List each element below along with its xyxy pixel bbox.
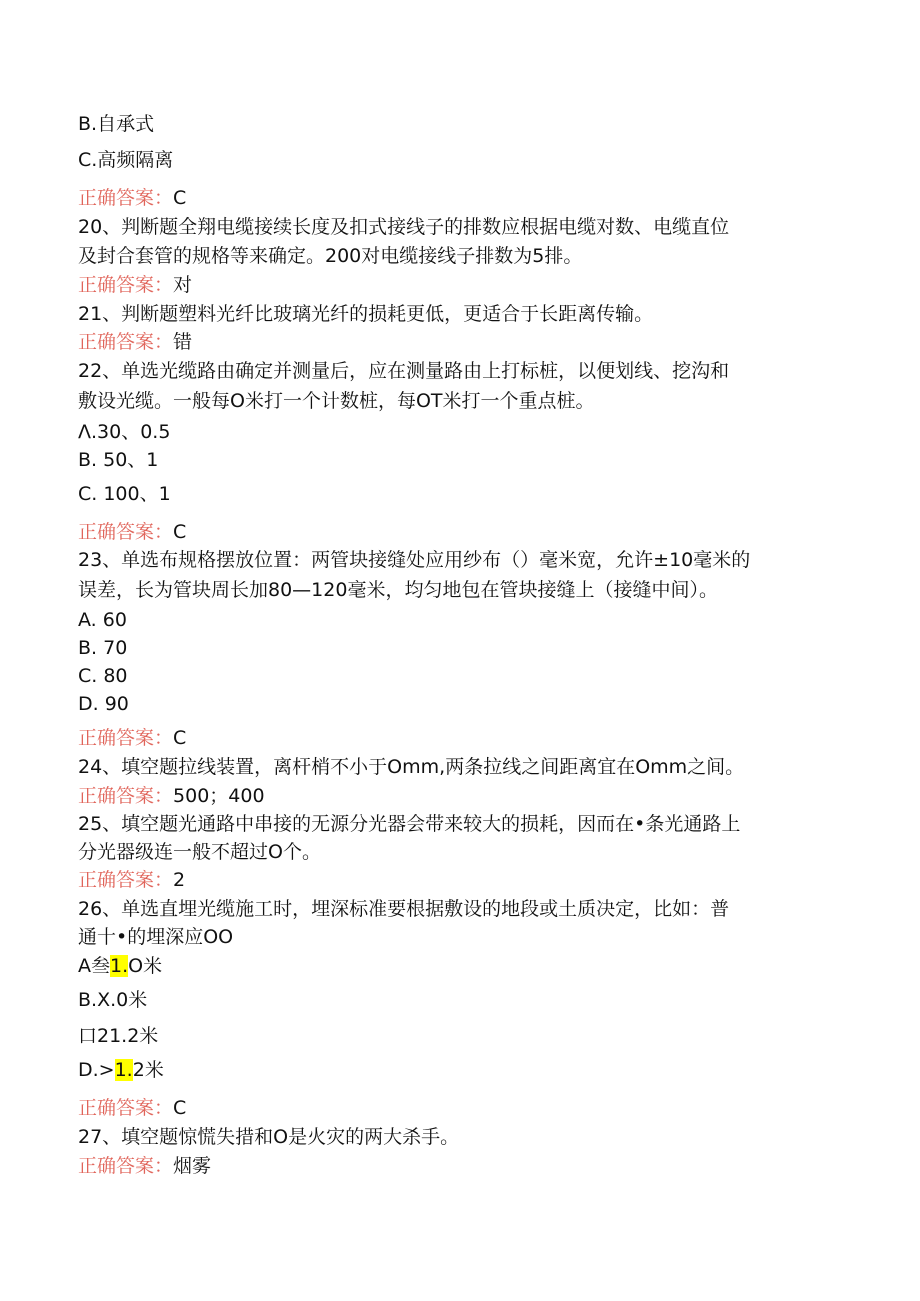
option-b-self-supporting: B.自承式 [78, 113, 155, 135]
answer-23 [78, 724, 186, 752]
answer-value: C [173, 521, 187, 543]
option-a: Λ.30、0.5 [78, 421, 171, 443]
answer-value: 2 [173, 869, 186, 891]
option-c: C. 100、1 [78, 483, 171, 505]
question-21: 21、判断题塑料光纤比玻璃光纤的损耗更低，更适合于长距离传输。 [78, 303, 654, 325]
answer-label: 正确答案： [78, 331, 174, 353]
answer-value: 错 [173, 331, 193, 353]
answer-label: 正确答案： [78, 274, 174, 296]
answer-26 [78, 1094, 186, 1122]
question-25-line1: 25、填空题光通路中串接的无源分光器会带来较大的损耗，因而在•条光通路上 [78, 813, 741, 835]
answer-24 [78, 782, 265, 810]
option-c-high-frequency: C.高频隔离 [78, 149, 174, 171]
question-23-line1: 23、单选布规格摆放位置：两管块接缝处应用纱布（）毫米宽，允许±10毫米的 [78, 549, 751, 571]
answer-value: 对 [173, 274, 193, 296]
question-26-line2: 通十•的埋深应OO [78, 926, 234, 948]
answer-label: 正确答案： [78, 187, 174, 209]
answer-21 [78, 328, 192, 356]
answer-value: C [173, 727, 187, 749]
answer-value: 500；400 [173, 785, 265, 807]
question-23-line2: 误差，长为管块周长加80—120毫米，均匀地包在管块接缝上（接缝中间）。 [78, 579, 718, 601]
question-26-line1: 26、单选直埋光缆施工时，埋深标准要根据敷设的地段或土质决定，比如：普 [78, 898, 730, 920]
option-b: B.X.0米 [78, 989, 148, 1011]
question-27: 27、填空题惊慌失措和O是火灾的两大杀手。 [78, 1126, 460, 1148]
answer-label: 正确答案： [78, 869, 174, 891]
option-a: A. 60 [78, 609, 127, 631]
option-a-suffix: O米 [128, 955, 163, 977]
answer-25 [78, 866, 185, 894]
option-d-suffix: 2米 [132, 1059, 164, 1081]
answer-27 [78, 1152, 211, 1180]
option-d: D. 90 [78, 693, 129, 715]
answer-label: 正确答案： [78, 1155, 174, 1177]
answer-value: C [173, 1097, 187, 1119]
option-c: 口21.2米 [78, 1025, 159, 1047]
option-c: C. 80 [78, 665, 128, 687]
option-d-prefix: D.> [78, 1059, 115, 1081]
question-24: 24、填空题拉线装置，离杆梢不小于Omm,两条拉线之间距离宜在Omm之间。 [78, 756, 745, 778]
highlighted-text: 1. [110, 955, 129, 977]
option-a [78, 952, 162, 980]
option-d [78, 1056, 164, 1084]
answer-22 [78, 518, 186, 546]
question-20-line1: 20、判断题全翔电缆接续长度及扣式接线子的排数应根据电缆对数、电缆直位 [78, 216, 730, 238]
answer-label: 正确答案： [78, 727, 174, 749]
highlighted-text: 1. [114, 1059, 133, 1081]
question-20-line2: 及封合套管的规格等来确定。200对电缆接线子排数为5排。 [78, 245, 583, 267]
option-a-prefix: A叁 [78, 955, 110, 977]
option-b: B. 50、1 [78, 449, 159, 471]
answer-value: C [173, 187, 187, 209]
option-b: B. 70 [78, 637, 128, 659]
answer-label: 正确答案： [78, 521, 174, 543]
question-22-line1: 22、单选光缆路由确定并测量后，应在测量路由上打标桩，以便划线、挖沟和 [78, 360, 730, 382]
answer-label: 正确答案： [78, 1097, 174, 1119]
question-22-line2: 敷设光缆。一般每O米打一个计数桩，每OT米打一个重点桩。 [78, 390, 595, 412]
answer-19 [78, 184, 186, 212]
question-25-line2: 分光器级连一般不超过O个。 [78, 841, 321, 863]
answer-label: 正确答案： [78, 785, 174, 807]
answer-value: 烟雾 [173, 1155, 212, 1177]
answer-20 [78, 271, 192, 299]
